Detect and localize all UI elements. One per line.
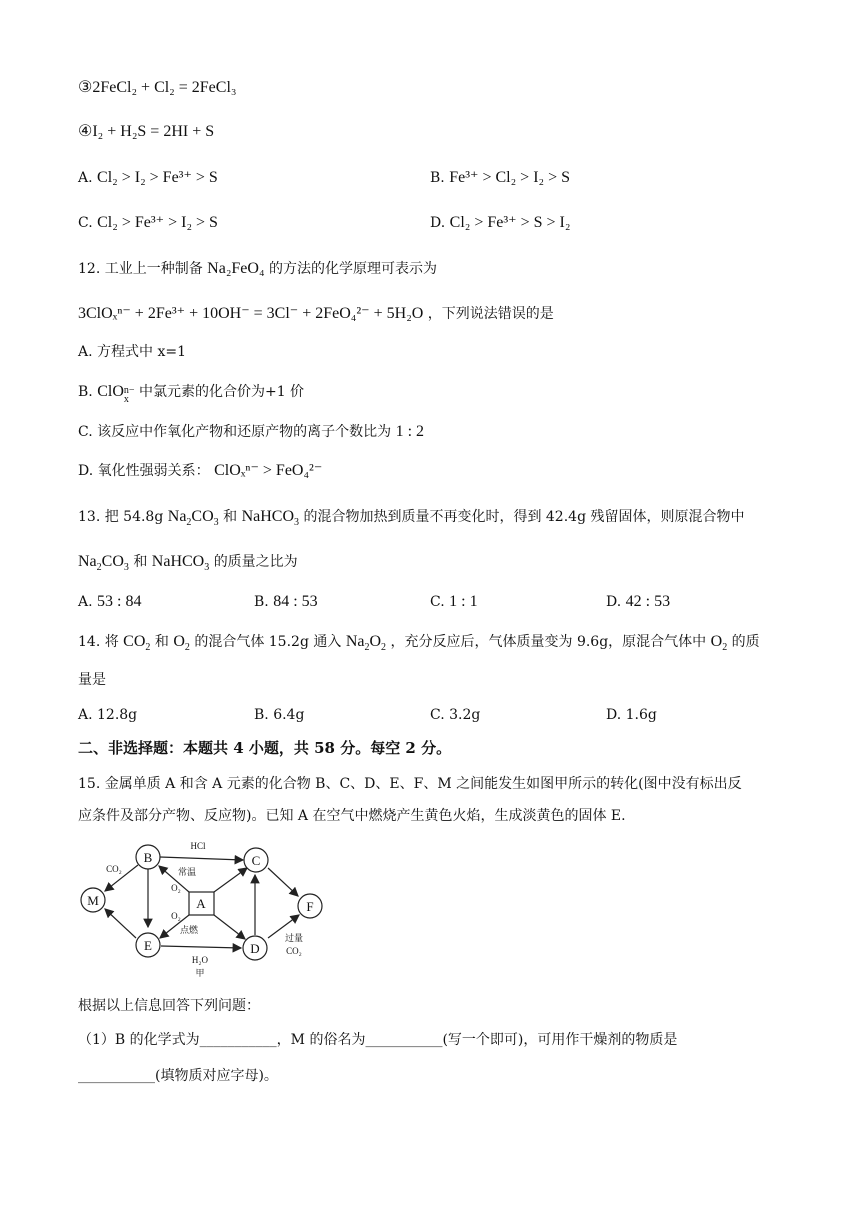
q15-text: （1）B 的化学式为 (78, 1032, 200, 1048)
option-letter: A. (78, 594, 93, 610)
option-text: 84 : 53 (273, 593, 318, 610)
option-text: 53 : 84 (97, 593, 142, 610)
q12-option-c (78, 422, 424, 442)
label-dianran: 点燃 (179, 925, 199, 935)
option-text: D. 氧化性强弱关系： (78, 463, 210, 479)
q13-text: 的质量之比为 (213, 554, 298, 570)
option-text: C. 该反应中作氧化产物和还原产物的离子个数比为 (78, 424, 392, 440)
q11-option-c (78, 213, 218, 233)
node-c-label: C (251, 853, 261, 868)
option-text: 中氯元素的化合价为+1 价 (138, 384, 305, 400)
answer-blank-3[interactable]: ___________ (78, 1068, 155, 1084)
label-o2-top: O₂ (171, 883, 181, 893)
option-letter: D. (606, 594, 622, 610)
option-letter: C. (78, 215, 93, 231)
q13-option-c (430, 592, 478, 612)
q15-text: (写一个即可)，可用作干燥剂的物质是 (442, 1032, 678, 1048)
reaction-4 (78, 122, 214, 142)
na2co3-formula: $Na_2CO_3$ (78, 553, 129, 574)
q12-stem-formula: Na₂FeO₄ (207, 260, 265, 277)
q12-stem (78, 259, 437, 279)
label-jia: 甲 (195, 968, 205, 978)
q15-text: ，M 的俗名为 (276, 1032, 366, 1048)
label-h2o: H₂O (191, 955, 209, 965)
q14-option-b: B. 6.4g (254, 707, 305, 723)
q13-text: 和 (133, 554, 148, 570)
q11-option-d (430, 213, 570, 233)
q15-prompt: 根据以上信息回答下列问题： (78, 998, 260, 1014)
q14-text: 的质 (731, 634, 760, 650)
label-co2-right: CO₂ (286, 946, 302, 956)
reaction-number: ③ (78, 79, 93, 96)
q14-stem-line1 (78, 632, 760, 658)
arrow-b-c (160, 857, 243, 860)
q11-option-a (78, 168, 218, 188)
option-text: Fe³⁺ > Cl₂ > I₂ > S (449, 169, 571, 186)
option-text: 42 : 53 (625, 593, 671, 610)
q15-stem-line1: 15. 金属单质 A 和含 A 元素的化合物 B、C、D、E、F、M 之间能发生如图甲所示的转化(图中没有标出反 (78, 776, 742, 792)
reaction-equation: I₂ + H₂S = 2HI + S (92, 123, 215, 140)
q14-option-a: A. 12.8g (78, 707, 138, 723)
q12-equation-line (78, 304, 554, 324)
nahco3-formula: NaHCO$_3$ (241, 508, 299, 529)
q13-option-b (254, 592, 318, 612)
q14-text: 和 (154, 634, 169, 650)
option-letter: D. (430, 215, 446, 231)
q12-stem-post: 的方法的化学原理可表示为 (269, 261, 437, 277)
q12-option-a: A. 方程式中 x=1 (78, 344, 186, 360)
q15-sub1-line2 (78, 1066, 278, 1086)
section-2-heading: 二、非选择题：本题共 4 小题，共 58 分。每空 2 分。 (78, 739, 452, 757)
q14-text: 14. 将 (78, 634, 119, 650)
node-d-label: D (250, 941, 260, 956)
q15-text: (填物质对应字母)。 (155, 1068, 278, 1084)
q13-text: 和 (223, 509, 238, 525)
label-guoliang: 过量 (284, 933, 304, 943)
q14-option-c: C. 3.2g (430, 707, 481, 723)
reaction-3 (78, 78, 236, 98)
arrow-e-m (105, 909, 136, 938)
q14-text: 的混合气体 15.2g 通入 (194, 634, 342, 650)
option-letter: B. (430, 170, 445, 186)
q15-stem-line2: 应条件及部分产物、反应物)。已知 A 在空气中燃烧产生黄色火焰，生成淡黄色的固体 E. (78, 808, 626, 824)
q13-text: 的混合物加热到质量不再变化时，得到 42.4g 残留固体，则原混合物中 (303, 509, 745, 525)
q14-text: ，充分反应后，气体质量变为 9.6g，原混合气体中 (390, 634, 707, 650)
arrow-a-d (214, 915, 245, 939)
label-co2-left: CO₂ (106, 864, 122, 874)
q15-sub1-line1 (78, 1030, 677, 1050)
q12-option-b-formula: ClO n− x (97, 383, 135, 405)
q13-stem-line1 (78, 507, 745, 533)
option-text: 1 : 1 (449, 593, 478, 610)
node-b-label: B (143, 850, 153, 865)
reaction-number: ④ (78, 123, 93, 140)
label-changwen: 常温 (177, 867, 197, 877)
option-letter: B. (254, 594, 269, 610)
q12-equation: 3ClOₓⁿ⁻ + 2Fe³⁺ + 10OH⁻ = 3Cl⁻ + 2FeO₄²⁻ + 5H₂O (78, 305, 424, 322)
q14-option-d: D. 1.6g (606, 707, 657, 723)
q11-option-b (430, 168, 570, 188)
label-o2-bottom: O₂ (171, 911, 181, 921)
answer-blank-2[interactable]: ___________ (365, 1032, 443, 1048)
q13-option-d (606, 592, 670, 612)
o2-formula: $O_2$ (710, 633, 728, 654)
q13-option-a (78, 592, 141, 612)
q12-option-d (78, 461, 322, 481)
answer-blank-1[interactable]: ___________ (199, 1032, 277, 1048)
node-a-label: A (196, 896, 206, 911)
q13-text: 13. 把 54.8g (78, 509, 164, 525)
arrow-a-c (214, 868, 247, 892)
reaction-equation: 2FeCl₂ + Cl₂ = 2FeCl₃ (92, 79, 237, 96)
q15-diagram (76, 835, 336, 985)
option-text: Cl₂ > I₂ > Fe³⁺ > S (97, 169, 218, 186)
node-m-label: M (87, 893, 99, 908)
option-text: Cl₂ > Fe³⁺ > S > I₂ (449, 214, 571, 231)
o2-formula: $O_2$ (173, 633, 190, 654)
option-letter: A. (78, 170, 93, 186)
arrow-c-f (268, 868, 298, 896)
na2o2-formula: $Na_2O_2$ (345, 633, 387, 654)
q12-option-b (78, 382, 304, 404)
co2-formula: $CO_2$ (123, 633, 151, 654)
na2co3-formula: $Na_2CO_3$ (167, 508, 219, 529)
nahco3-formula: NaHCO$_3$ (151, 553, 210, 574)
option-letter: C. (430, 594, 445, 610)
q12-option-d-formula: ClOₓⁿ⁻ > FeO₄²⁻ (214, 462, 323, 479)
q12-equation-post: ，下列说法错误的是 (427, 306, 554, 322)
arrow-e-d (161, 946, 241, 948)
label-hcl: HCl (190, 841, 206, 851)
option-letter: B. (78, 384, 93, 400)
q12-option-c-ratio: 1 : 2 (395, 423, 425, 440)
node-e-label: E (144, 938, 152, 953)
q14-stem-line2: 量是 (78, 672, 106, 688)
q13-stem-line2 (78, 552, 298, 578)
node-f-label: F (306, 899, 314, 914)
q12-stem-pre: 12. 工业上一种制备 (78, 261, 203, 277)
option-text: Cl₂ > Fe³⁺ > I₂ > S (97, 214, 218, 231)
